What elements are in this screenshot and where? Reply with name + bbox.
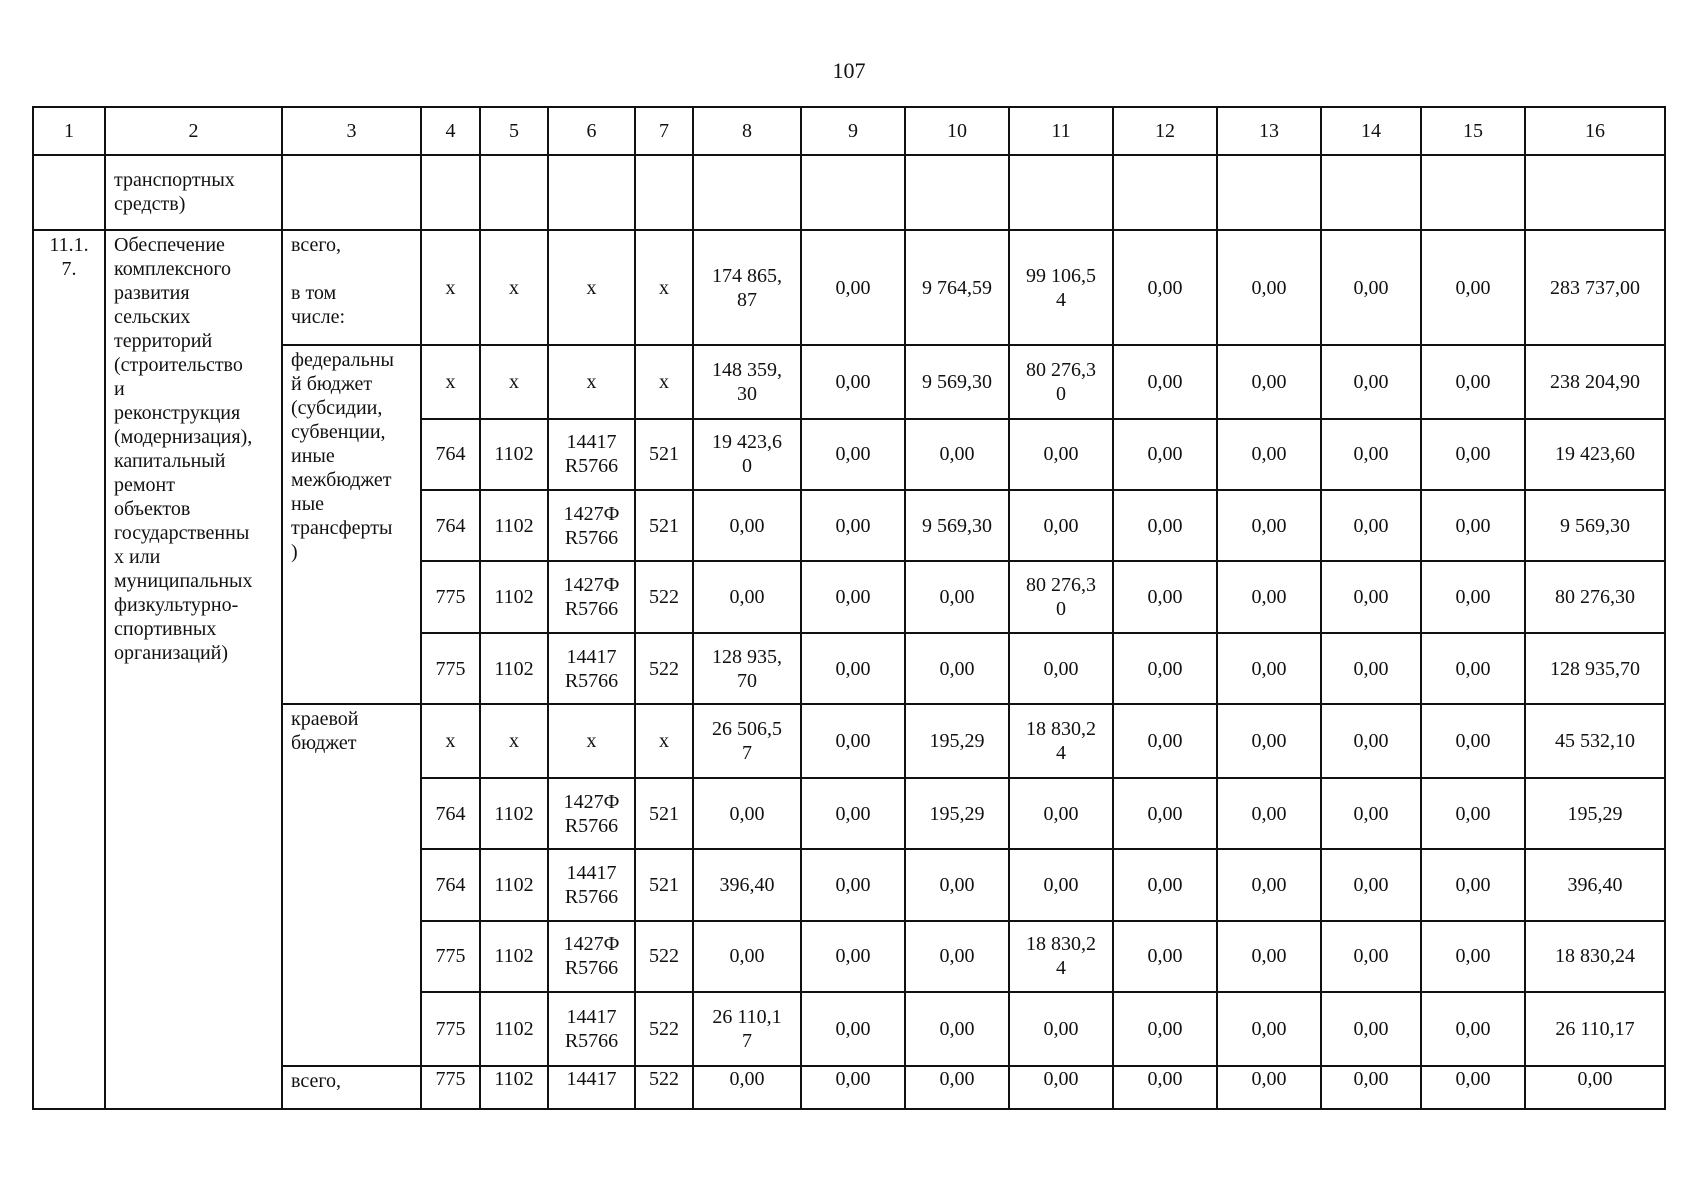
value-cell-c12: 0,00 (1113, 1066, 1217, 1109)
value-cell-c12: 0,00 (1113, 419, 1217, 490)
value-cell-c5: 1102 (480, 490, 548, 561)
value-cell-c5: 1102 (480, 1066, 548, 1109)
value-cell-c4: 775 (421, 992, 480, 1066)
value-cell-c4: 764 (421, 490, 480, 561)
value-cell-c11: 0,00 (1009, 633, 1113, 704)
value-cell-c14: 0,00 (1321, 633, 1421, 704)
value-cell-c9: 0,00 (801, 849, 905, 920)
value-cell-c5: 1102 (480, 633, 548, 704)
value-cell-c10: 9 569,30 (905, 345, 1009, 419)
value-cell-c8: 396,40 (693, 849, 801, 920)
value-cell-c7: 522 (635, 1066, 693, 1109)
value-cell-c4: х (421, 704, 480, 778)
cell (1217, 155, 1321, 231)
value-cell-c5: 1102 (480, 921, 548, 992)
value-cell-c15: 0,00 (1421, 419, 1525, 490)
value-cell-c9: 0,00 (801, 230, 905, 345)
cell (33, 155, 105, 231)
value-cell-c9: 0,00 (801, 992, 905, 1066)
value-cell-c12: 0,00 (1113, 561, 1217, 632)
value-cell-c10: 195,29 (905, 778, 1009, 849)
value-cell-c16: 26 110,17 (1525, 992, 1665, 1066)
value-cell-c8: 0,00 (693, 921, 801, 992)
value-cell-c8: 26 506,5 7 (693, 704, 801, 778)
value-cell-c13: 0,00 (1217, 992, 1321, 1066)
value-cell-c11: 18 830,2 4 (1009, 921, 1113, 992)
table-body (33, 107, 1665, 1109)
value-cell-c15: 0,00 (1421, 490, 1525, 561)
value-cell-c9: 0,00 (801, 561, 905, 632)
value-cell-c13: 0,00 (1217, 419, 1321, 490)
value-cell-c10: 9 569,30 (905, 490, 1009, 561)
value-cell-c6: х (548, 704, 635, 778)
value-cell-c5: х (480, 704, 548, 778)
cell (1113, 155, 1217, 231)
value-cell-c15: 0,00 (1421, 345, 1525, 419)
value-cell-c9: 0,00 (801, 778, 905, 849)
value-cell-c15: 0,00 (1421, 849, 1525, 920)
value-cell-c9: 0,00 (801, 345, 905, 419)
value-cell-c7: х (635, 345, 693, 419)
value-cell-c13: 0,00 (1217, 345, 1321, 419)
value-cell-c12: 0,00 (1113, 778, 1217, 849)
value-cell-c8: 0,00 (693, 490, 801, 561)
value-cell-c4: 775 (421, 561, 480, 632)
value-cell-c8: 128 935, 70 (693, 633, 801, 704)
value-cell-c6: х (548, 345, 635, 419)
value-cell-c14: 0,00 (1321, 778, 1421, 849)
value-cell-c5: 1102 (480, 561, 548, 632)
item-number: 11.1. 7. (33, 230, 105, 1109)
value-cell-c11: 0,00 (1009, 1066, 1113, 1109)
value-cell-c7: 521 (635, 490, 693, 561)
value-cell-c16: 0,00 (1525, 1066, 1665, 1109)
value-cell-c12: 0,00 (1113, 921, 1217, 992)
value-cell-c8: 19 423,6 0 (693, 419, 801, 490)
cell (635, 155, 693, 231)
funding-label-total-last: всего, (282, 1066, 421, 1109)
value-cell-c13: 0,00 (1217, 849, 1321, 920)
header-cell: 6 (548, 107, 635, 155)
cell (801, 155, 905, 231)
value-cell-c13: 0,00 (1217, 921, 1321, 992)
value-cell-c9: 0,00 (801, 921, 905, 992)
value-cell-c4: 764 (421, 849, 480, 920)
value-cell-c14: 0,00 (1321, 704, 1421, 778)
value-cell-c10: 195,29 (905, 704, 1009, 778)
value-cell-c7: 522 (635, 633, 693, 704)
header-cell: 12 (1113, 107, 1217, 155)
value-cell-c12: 0,00 (1113, 230, 1217, 345)
cell (480, 155, 548, 231)
value-cell-c10: 9 764,59 (905, 230, 1009, 345)
value-cell-c13: 0,00 (1217, 230, 1321, 345)
header-cell: 1 (33, 107, 105, 155)
value-cell-c4: х (421, 230, 480, 345)
header-cell: 15 (1421, 107, 1525, 155)
value-cell-c5: х (480, 230, 548, 345)
cell (693, 155, 801, 231)
value-cell-c12: 0,00 (1113, 345, 1217, 419)
value-cell-c16: 128 935,70 (1525, 633, 1665, 704)
value-cell-c5: х (480, 345, 548, 419)
value-cell-c14: 0,00 (1321, 490, 1421, 561)
value-cell-c14: 0,00 (1321, 419, 1421, 490)
funding-label-regional: краевой бюджет (282, 704, 421, 1065)
value-cell-c14: 0,00 (1321, 849, 1421, 920)
value-cell-c13: 0,00 (1217, 633, 1321, 704)
value-cell-c12: 0,00 (1113, 849, 1217, 920)
header-cell: 5 (480, 107, 548, 155)
value-cell-c14: 0,00 (1321, 230, 1421, 345)
value-cell-c13: 0,00 (1217, 778, 1321, 849)
value-cell-c11: 0,00 (1009, 992, 1113, 1066)
value-cell-c7: х (635, 704, 693, 778)
cell (1525, 155, 1665, 231)
value-cell-c8: 148 359, 30 (693, 345, 801, 419)
value-cell-c9: 0,00 (801, 633, 905, 704)
value-cell-c8: 0,00 (693, 1066, 801, 1109)
funding-label-total: всего, в том числе: (282, 230, 421, 345)
value-cell-c12: 0,00 (1113, 992, 1217, 1066)
value-cell-c11: 0,00 (1009, 778, 1113, 849)
value-cell-c4: 764 (421, 778, 480, 849)
value-cell-c15: 0,00 (1421, 1066, 1525, 1109)
header-cell: 7 (635, 107, 693, 155)
value-cell-c7: 521 (635, 778, 693, 849)
value-cell-c6: 14417 R5766 (548, 849, 635, 920)
value-cell-c16: 9 569,30 (1525, 490, 1665, 561)
header-cell: 10 (905, 107, 1009, 155)
header-cell: 14 (1321, 107, 1421, 155)
value-cell-c6: 1427Ф R5766 (548, 778, 635, 849)
value-cell-c14: 0,00 (1321, 345, 1421, 419)
value-cell-c6: 1427Ф R5766 (548, 921, 635, 992)
value-cell-c4: 775 (421, 633, 480, 704)
value-cell-c14: 0,00 (1321, 1066, 1421, 1109)
value-cell-c8: 26 110,1 7 (693, 992, 801, 1066)
value-cell-c10: 0,00 (905, 633, 1009, 704)
value-cell-c4: х (421, 345, 480, 419)
value-cell-c7: 521 (635, 419, 693, 490)
value-cell-c14: 0,00 (1321, 921, 1421, 992)
value-cell-c6: 14417 (548, 1066, 635, 1109)
value-cell-c10: 0,00 (905, 1066, 1009, 1109)
value-cell-c5: 1102 (480, 992, 548, 1066)
value-cell-c13: 0,00 (1217, 704, 1321, 778)
cell (548, 155, 635, 231)
value-cell-c6: 14417 R5766 (548, 419, 635, 490)
value-cell-c14: 0,00 (1321, 992, 1421, 1066)
value-cell-c15: 0,00 (1421, 230, 1525, 345)
page-number: 107 (832, 58, 866, 83)
value-cell-c6: х (548, 230, 635, 345)
value-cell-c12: 0,00 (1113, 704, 1217, 778)
continuation-text: транспортных средств) (105, 155, 282, 231)
item-name: Обеспечение комплексного развития сельских территорий (строительство и реконструкция (модернизация), капитальный ремонт объектов государственны х или муниципальных физкультурно- спортивных организаций) (105, 230, 282, 1109)
value-cell-c13: 0,00 (1217, 561, 1321, 632)
value-cell-c5: 1102 (480, 849, 548, 920)
table-row (33, 230, 1665, 345)
cell (421, 155, 480, 231)
value-cell-c8: 174 865, 87 (693, 230, 801, 345)
value-cell-c15: 0,00 (1421, 633, 1525, 704)
value-cell-c6: 1427Ф R5766 (548, 490, 635, 561)
value-cell-c8: 0,00 (693, 778, 801, 849)
value-cell-c5: 1102 (480, 419, 548, 490)
value-cell-c6: 14417 R5766 (548, 633, 635, 704)
value-cell-c10: 0,00 (905, 561, 1009, 632)
header-cell: 16 (1525, 107, 1665, 155)
value-cell-c12: 0,00 (1113, 633, 1217, 704)
header-cell: 11 (1009, 107, 1113, 155)
value-cell-c13: 0,00 (1217, 490, 1321, 561)
value-cell-c5: 1102 (480, 778, 548, 849)
value-cell-c4: 775 (421, 1066, 480, 1109)
budget-table (32, 106, 1666, 1110)
value-cell-c6: 1427Ф R5766 (548, 561, 635, 632)
funding-label-federal: федеральны й бюджет (субсидии, субвенции, иные межбюджет ные трансферты ) (282, 345, 421, 704)
value-cell-c7: 522 (635, 921, 693, 992)
value-cell-c10: 0,00 (905, 419, 1009, 490)
cell (1321, 155, 1421, 231)
value-cell-c15: 0,00 (1421, 992, 1525, 1066)
cell (905, 155, 1009, 231)
value-cell-c9: 0,00 (801, 1066, 905, 1109)
value-cell-c16: 80 276,30 (1525, 561, 1665, 632)
value-cell-c15: 0,00 (1421, 704, 1525, 778)
continuation-row (33, 155, 1665, 231)
value-cell-c16: 18 830,24 (1525, 921, 1665, 992)
value-cell-c9: 0,00 (801, 704, 905, 778)
value-cell-c15: 0,00 (1421, 921, 1525, 992)
value-cell-c7: 521 (635, 849, 693, 920)
value-cell-c13: 0,00 (1217, 1066, 1321, 1109)
header-cell: 13 (1217, 107, 1321, 155)
cell (1009, 155, 1113, 231)
cell (1421, 155, 1525, 231)
header-cell: 8 (693, 107, 801, 155)
header-row (33, 107, 1665, 155)
value-cell-c16: 195,29 (1525, 778, 1665, 849)
value-cell-c11: 99 106,5 4 (1009, 230, 1113, 345)
header-cell: 3 (282, 107, 421, 155)
header-cell: 9 (801, 107, 905, 155)
value-cell-c11: 18 830,2 4 (1009, 704, 1113, 778)
value-cell-c10: 0,00 (905, 921, 1009, 992)
value-cell-c15: 0,00 (1421, 778, 1525, 849)
value-cell-c10: 0,00 (905, 849, 1009, 920)
value-cell-c11: 0,00 (1009, 849, 1113, 920)
value-cell-c11: 80 276,3 0 (1009, 345, 1113, 419)
value-cell-c16: 19 423,60 (1525, 419, 1665, 490)
value-cell-c7: х (635, 230, 693, 345)
header-cell: 2 (105, 107, 282, 155)
header-cell: 4 (421, 107, 480, 155)
value-cell-c14: 0,00 (1321, 561, 1421, 632)
value-cell-c16: 396,40 (1525, 849, 1665, 920)
value-cell-c9: 0,00 (801, 490, 905, 561)
value-cell-c4: 775 (421, 921, 480, 992)
value-cell-c8: 0,00 (693, 561, 801, 632)
value-cell-c7: 522 (635, 992, 693, 1066)
value-cell-c16: 238 204,90 (1525, 345, 1665, 419)
value-cell-c10: 0,00 (905, 992, 1009, 1066)
value-cell-c4: 764 (421, 419, 480, 490)
value-cell-c15: 0,00 (1421, 561, 1525, 632)
value-cell-c11: 0,00 (1009, 419, 1113, 490)
cell (282, 155, 421, 231)
value-cell-c16: 283 737,00 (1525, 230, 1665, 345)
value-cell-c12: 0,00 (1113, 490, 1217, 561)
value-cell-c6: 14417 R5766 (548, 992, 635, 1066)
value-cell-c16: 45 532,10 (1525, 704, 1665, 778)
value-cell-c7: 522 (635, 561, 693, 632)
value-cell-c11: 80 276,3 0 (1009, 561, 1113, 632)
value-cell-c11: 0,00 (1009, 490, 1113, 561)
value-cell-c9: 0,00 (801, 419, 905, 490)
